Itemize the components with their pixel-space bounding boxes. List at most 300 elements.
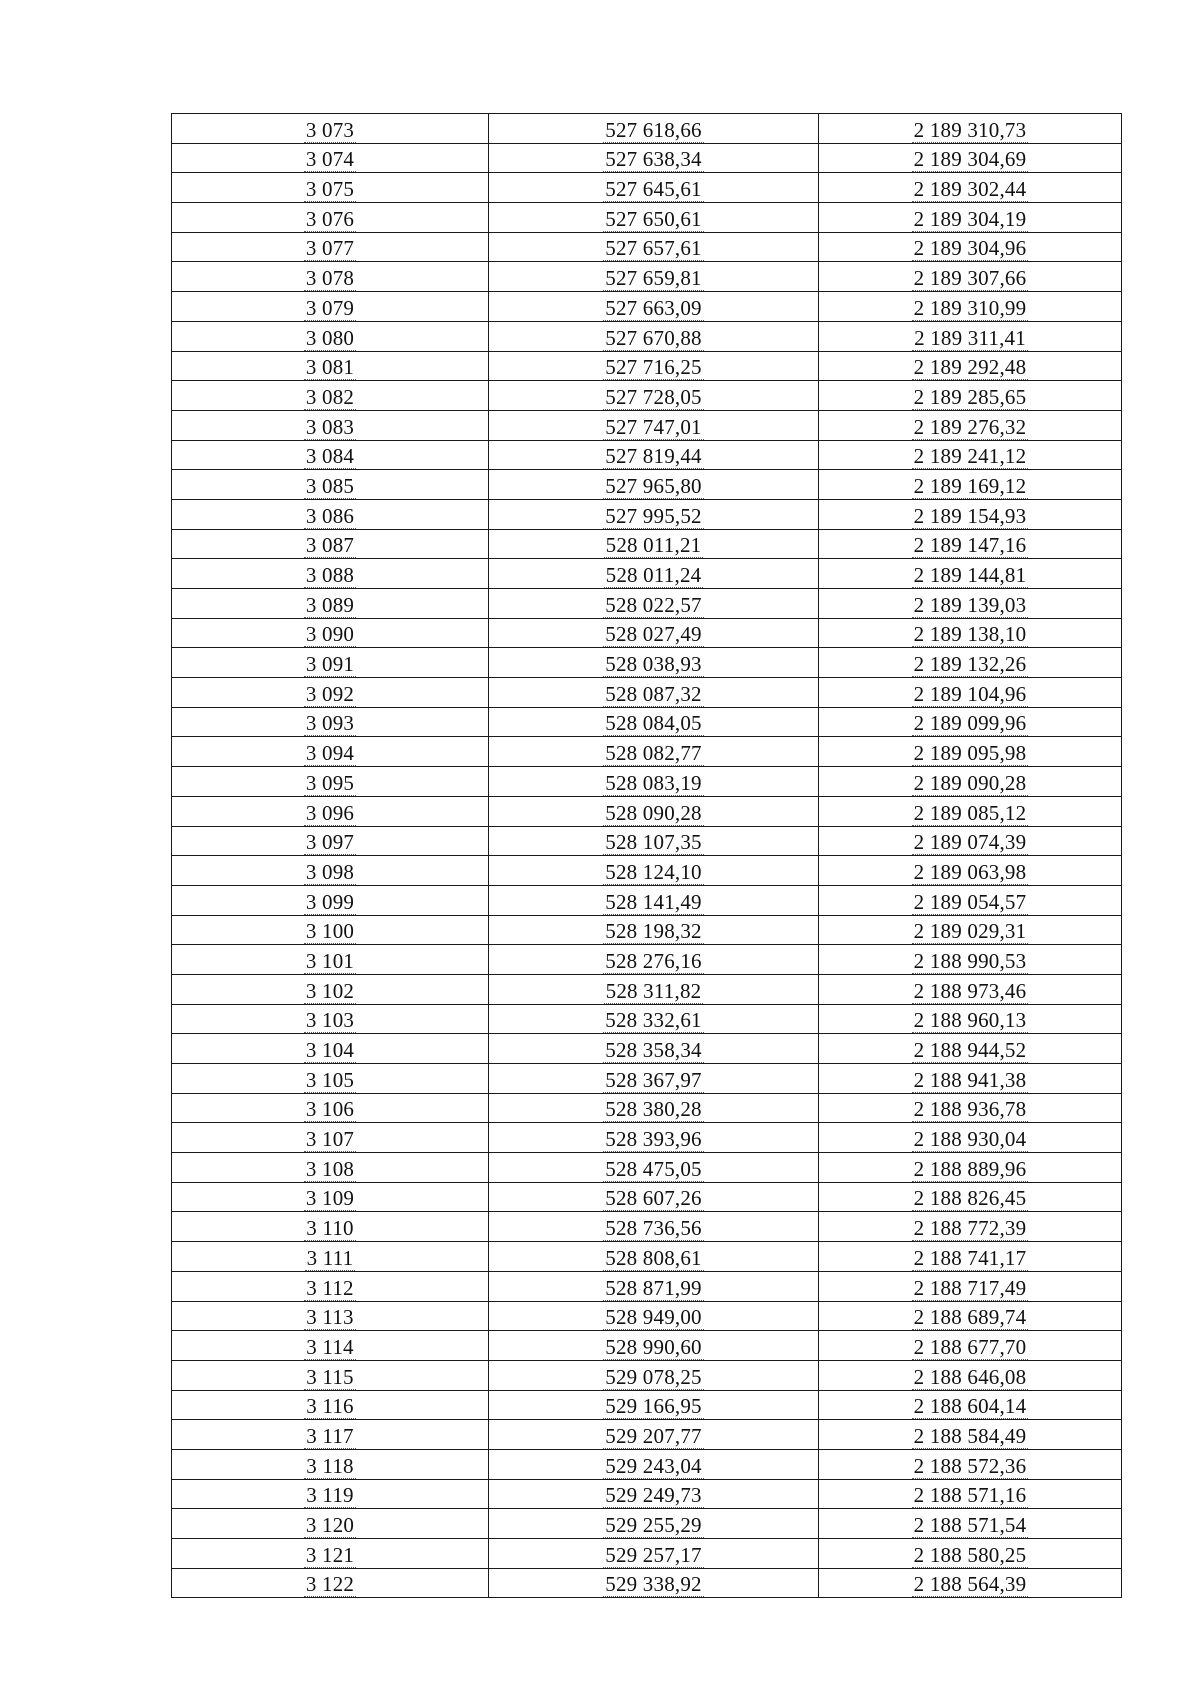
cell-text: 2 188 689,74 [913,1305,1027,1330]
cell-text: 2 189 095,98 [913,741,1027,766]
cell-text: 2 189 304,69 [913,147,1027,172]
point-number-cell [172,648,489,678]
x-coordinate-cell [489,1212,819,1242]
x-coordinate-cell [489,945,819,975]
cell-text: 527 747,01 [605,414,702,439]
point-number-cell [172,1034,489,1064]
cell-text: 3 103 [305,1008,355,1033]
point-number-cell [172,856,489,886]
point-number-cell [172,292,489,322]
table-row [172,1420,1122,1450]
cell-text: 3 118 [306,1453,354,1478]
cell-text: 3 107 [305,1127,355,1152]
cell-text: 528 367,97 [605,1067,702,1092]
cell-text: 2 189 311,41 [914,325,1026,350]
cell-text: 528 087,32 [605,681,702,706]
cell-text: 3 086 [305,503,355,528]
cell-text: 2 189 310,99 [913,295,1027,320]
table-row [172,232,1122,262]
point-number-cell [172,796,489,826]
table-row [172,648,1122,678]
cell-text: 3 074 [305,147,355,172]
x-coordinate-cell [489,1301,819,1331]
point-number-cell [172,499,489,529]
x-coordinate-cell [489,1479,819,1509]
table-row [172,114,1122,144]
table-row [172,1449,1122,1479]
point-number-cell [172,767,489,797]
point-number-cell [172,410,489,440]
point-number-cell [172,440,489,470]
x-coordinate-cell [489,707,819,737]
point-number-cell [172,559,489,589]
cell-text: 3 075 [305,177,355,202]
y-coordinate-cell [819,974,1122,1004]
cell-text: 2 189 310,73 [913,117,1027,142]
x-coordinate-cell [489,856,819,886]
cell-text: 3 119 [306,1483,354,1508]
x-coordinate-cell [489,678,819,708]
y-coordinate-cell [819,915,1122,945]
x-coordinate-cell [489,1064,819,1094]
y-coordinate-cell [819,1390,1122,1420]
table-row [172,410,1122,440]
cell-text: 527 645,61 [605,177,702,202]
point-number-cell [172,1301,489,1331]
y-coordinate-cell [819,351,1122,381]
cell-text: 2 188 571,54 [913,1513,1027,1537]
cell-text: 529 249,73 [605,1483,702,1508]
y-coordinate-cell [819,1153,1122,1183]
table-row [172,1093,1122,1123]
cell-text: 2 188 930,04 [913,1127,1027,1152]
y-coordinate-cell [819,1064,1122,1094]
x-coordinate-cell [489,885,819,915]
x-coordinate-cell [489,767,819,797]
x-coordinate-cell [489,1034,819,1064]
point-number-cell [172,1390,489,1420]
table-row [172,143,1122,173]
x-coordinate-cell [489,292,819,322]
point-number-cell [172,1064,489,1094]
cell-text: 2 188 973,46 [913,978,1027,1003]
cell-text: 529 255,29 [605,1513,702,1537]
table-row [172,499,1122,529]
table-row [172,262,1122,292]
y-coordinate-cell [819,381,1122,411]
table-row [172,440,1122,470]
cell-text: 2 189 085,12 [913,800,1027,825]
point-number-cell [172,589,489,619]
y-coordinate-cell [819,856,1122,886]
y-coordinate-cell [819,1182,1122,1212]
table-row [172,707,1122,737]
table-row [172,974,1122,1004]
cell-text: 528 090,28 [605,800,702,825]
coordinates-table-body [172,114,1122,1598]
y-coordinate-cell [819,1568,1122,1598]
cell-text: 3 083 [305,414,355,439]
point-number-cell [172,381,489,411]
cell-text: 3 099 [305,889,355,914]
x-coordinate-cell [489,737,819,767]
cell-text: 527 657,61 [605,236,702,261]
cell-text: 2 188 572,36 [913,1453,1027,1478]
table-row [172,1539,1122,1569]
x-coordinate-cell [489,1390,819,1420]
cell-text: 527 728,05 [605,384,702,409]
cell-text: 2 188 936,78 [913,1097,1027,1122]
cell-text: 527 670,88 [605,325,702,350]
point-number-cell [172,1509,489,1539]
cell-text: 3 115 [306,1364,354,1389]
cell-text: 3 108 [305,1156,355,1181]
coordinates-table [171,113,1122,1598]
y-coordinate-cell [819,114,1122,144]
cell-text: 2 189 090,28 [913,770,1027,795]
table-row [172,351,1122,381]
x-coordinate-cell [489,262,819,292]
cell-text: 3 121 [305,1542,355,1567]
table-row [172,856,1122,886]
table-row [172,1004,1122,1034]
cell-text: 3 088 [305,563,355,587]
table-row [172,945,1122,975]
cell-text: 527 965,80 [605,473,702,498]
point-number-cell [172,737,489,767]
table-row [172,559,1122,589]
cell-text: 528 084,05 [605,711,702,736]
cell-text: 2 188 564,39 [913,1572,1027,1597]
point-number-cell [172,143,489,173]
y-coordinate-cell [819,173,1122,203]
cell-text: 3 080 [305,325,355,350]
cell-text: 2 189 276,32 [913,414,1027,439]
table-row [172,173,1122,203]
cell-text: 529 207,77 [605,1423,702,1448]
point-number-cell [172,974,489,1004]
point-number-cell [172,203,489,233]
y-coordinate-cell [819,1212,1122,1242]
cell-text: 529 078,25 [605,1364,702,1389]
cell-text: 528 990,60 [605,1334,702,1359]
cell-text: 528 808,61 [605,1245,702,1270]
y-coordinate-cell [819,737,1122,767]
point-number-cell [172,1568,489,1598]
y-coordinate-cell [819,796,1122,826]
point-number-cell [172,1242,489,1272]
point-number-cell [172,1153,489,1183]
cell-text: 528 083,19 [605,770,702,795]
y-coordinate-cell [819,410,1122,440]
cell-text: 3 087 [305,533,355,558]
y-coordinate-cell [819,232,1122,262]
y-coordinate-cell [819,203,1122,233]
cell-text: 3 104 [305,1038,355,1062]
point-number-cell [172,1539,489,1569]
x-coordinate-cell [489,1182,819,1212]
cell-text: 3 122 [305,1572,355,1597]
cell-text: 3 110 [306,1216,354,1241]
y-coordinate-cell [819,440,1122,470]
y-coordinate-cell [819,1331,1122,1361]
y-coordinate-cell [819,559,1122,589]
cell-text: 2 189 099,96 [913,711,1027,736]
cell-text: 3 079 [305,295,355,320]
y-coordinate-cell [819,1539,1122,1569]
table-row [172,1034,1122,1064]
x-coordinate-cell [489,173,819,203]
y-coordinate-cell [819,945,1122,975]
cell-text: 2 188 717,49 [913,1275,1027,1300]
cell-text: 2 189 292,48 [913,355,1027,380]
cell-text: 2 189 304,19 [913,206,1027,231]
x-coordinate-cell [489,321,819,351]
table-row [172,1509,1122,1539]
cell-text: 3 096 [305,800,355,825]
cell-text: 528 124,10 [605,859,702,884]
cell-text: 2 189 029,31 [913,919,1027,944]
cell-text: 527 638,34 [605,147,702,172]
y-coordinate-cell [819,292,1122,322]
cell-text: 528 475,05 [605,1156,702,1181]
cell-text: 528 107,35 [605,830,702,855]
cell-text: 2 189 285,65 [913,384,1027,409]
cell-text: 2 188 646,08 [913,1364,1027,1389]
y-coordinate-cell [819,885,1122,915]
point-number-cell [172,945,489,975]
y-coordinate-cell [819,826,1122,856]
cell-text: 528 607,26 [605,1186,702,1211]
table-row [172,1331,1122,1361]
cell-text: 528 332,61 [605,1008,702,1033]
cell-text: 2 189 132,26 [913,652,1027,677]
y-coordinate-cell [819,1509,1122,1539]
x-coordinate-cell [489,1271,819,1301]
y-coordinate-cell [819,1271,1122,1301]
cell-text: 3 082 [305,384,355,409]
point-number-cell [172,1212,489,1242]
y-coordinate-cell [819,767,1122,797]
cell-text: 3 078 [305,266,355,291]
table-row [172,1064,1122,1094]
table-row [172,1123,1122,1153]
point-number-cell [172,321,489,351]
cell-text: 528 027,49 [605,622,702,647]
point-number-cell [172,1449,489,1479]
point-number-cell [172,114,489,144]
point-number-cell [172,529,489,559]
cell-text: 527 819,44 [605,444,702,469]
cell-text: 528 871,99 [605,1275,702,1300]
table-row [172,1212,1122,1242]
table-row [172,381,1122,411]
cell-text: 2 188 741,17 [913,1245,1027,1270]
y-coordinate-cell [819,707,1122,737]
x-coordinate-cell [489,1449,819,1479]
y-coordinate-cell [819,1093,1122,1123]
cell-text: 2 188 584,49 [913,1423,1027,1448]
point-number-cell [172,915,489,945]
y-coordinate-cell [819,470,1122,500]
table-row [172,203,1122,233]
cell-text: 3 094 [305,741,355,766]
table-row [172,826,1122,856]
x-coordinate-cell [489,1360,819,1390]
cell-text: 2 188 604,14 [913,1394,1027,1419]
cell-text: 3 092 [305,681,355,706]
cell-text: 527 995,52 [605,503,702,528]
cell-text: 529 257,17 [605,1542,702,1567]
table-row [172,796,1122,826]
x-coordinate-cell [489,1242,819,1272]
table-row [172,618,1122,648]
table-row [172,1301,1122,1331]
cell-text: 3 077 [305,236,355,261]
cell-text: 3 100 [305,919,355,944]
cell-text: 3 114 [306,1334,354,1359]
cell-text: 2 188 772,39 [913,1216,1027,1241]
cell-text: 527 650,61 [605,206,702,231]
x-coordinate-cell [489,1153,819,1183]
table-row [172,529,1122,559]
x-coordinate-cell [489,499,819,529]
cell-text: 3 120 [305,1513,355,1537]
cell-text: 2 189 104,96 [913,681,1027,706]
x-coordinate-cell [489,440,819,470]
table-row [172,1360,1122,1390]
cell-text: 527 618,66 [605,117,702,142]
x-coordinate-cell [489,589,819,619]
point-number-cell [172,1331,489,1361]
point-number-cell [172,470,489,500]
y-coordinate-cell [819,1301,1122,1331]
cell-text: 3 117 [306,1423,354,1448]
cell-text: 3 113 [306,1305,354,1330]
cell-text: 527 659,81 [605,266,702,291]
cell-text: 528 141,49 [605,889,702,914]
point-number-cell [172,1360,489,1390]
y-coordinate-cell [819,589,1122,619]
cell-text: 528 011,21 [605,533,702,558]
cell-text: 2 188 826,45 [913,1186,1027,1211]
point-number-cell [172,678,489,708]
table-row [172,1568,1122,1598]
x-coordinate-cell [489,203,819,233]
cell-text: 2 188 944,52 [913,1038,1027,1062]
y-coordinate-cell [819,1360,1122,1390]
cell-text: 3 090 [305,622,355,647]
x-coordinate-cell [489,1539,819,1569]
cell-text: 3 101 [305,948,355,973]
cell-text: 528 082,77 [605,741,702,766]
table-row [172,885,1122,915]
point-number-cell [172,1004,489,1034]
cell-text: 3 112 [306,1275,354,1300]
cell-text: 2 188 941,38 [913,1067,1027,1092]
cell-text: 528 393,96 [605,1127,702,1152]
table-row [172,1479,1122,1509]
cell-text: 529 166,95 [605,1394,702,1419]
cell-text: 3 105 [305,1067,355,1092]
table-row [172,915,1122,945]
cell-text: 2 189 302,44 [913,177,1027,202]
y-coordinate-cell [819,1420,1122,1450]
cell-text: 3 097 [305,830,355,855]
y-coordinate-cell [819,529,1122,559]
table-row [172,767,1122,797]
y-coordinate-cell [819,143,1122,173]
table-row [172,1182,1122,1212]
cell-text: 2 189 144,81 [913,563,1027,587]
x-coordinate-cell [489,648,819,678]
cell-text: 2 189 241,12 [913,444,1027,469]
cell-text: 2 189 138,10 [913,622,1027,647]
cell-text: 2 188 677,70 [913,1334,1027,1359]
x-coordinate-cell [489,915,819,945]
y-coordinate-cell [819,678,1122,708]
cell-text: 527 663,09 [605,295,702,320]
y-coordinate-cell [819,648,1122,678]
point-number-cell [172,1182,489,1212]
point-number-cell [172,1420,489,1450]
cell-text: 528 358,34 [605,1038,702,1062]
x-coordinate-cell [489,351,819,381]
x-coordinate-cell [489,143,819,173]
cell-text: 2 189 063,98 [913,859,1027,884]
cell-text: 529 243,04 [605,1453,702,1478]
cell-text: 3 102 [305,978,355,1003]
x-coordinate-cell [489,1509,819,1539]
cell-text: 528 736,56 [605,1216,702,1241]
table-row [172,321,1122,351]
cell-text: 2 189 074,39 [913,830,1027,855]
cell-text: 2 188 889,96 [913,1156,1027,1181]
y-coordinate-cell [819,1449,1122,1479]
cell-text: 528 949,00 [605,1305,702,1330]
point-number-cell [172,1093,489,1123]
table-row [172,1390,1122,1420]
y-coordinate-cell [819,618,1122,648]
table-row [172,737,1122,767]
cell-text: 3 084 [305,444,355,469]
cell-text: 3 109 [305,1186,355,1211]
cell-text: 2 189 054,57 [913,889,1027,914]
x-coordinate-cell [489,826,819,856]
cell-text: 528 380,28 [605,1097,702,1122]
x-coordinate-cell [489,618,819,648]
x-coordinate-cell [489,470,819,500]
y-coordinate-cell [819,262,1122,292]
cell-text: 3 093 [305,711,355,736]
y-coordinate-cell [819,1479,1122,1509]
x-coordinate-cell [489,559,819,589]
cell-text: 528 011,24 [605,563,702,587]
x-coordinate-cell [489,796,819,826]
table-row [172,1153,1122,1183]
table-row [172,1242,1122,1272]
x-coordinate-cell [489,974,819,1004]
table-row [172,292,1122,322]
cell-text: 3 098 [305,859,355,884]
cell-text: 2 189 169,12 [913,473,1027,498]
cell-text: 3 116 [306,1394,354,1419]
table-row [172,470,1122,500]
x-coordinate-cell [489,1331,819,1361]
table-row [172,1271,1122,1301]
y-coordinate-cell [819,1123,1122,1153]
x-coordinate-cell [489,1004,819,1034]
